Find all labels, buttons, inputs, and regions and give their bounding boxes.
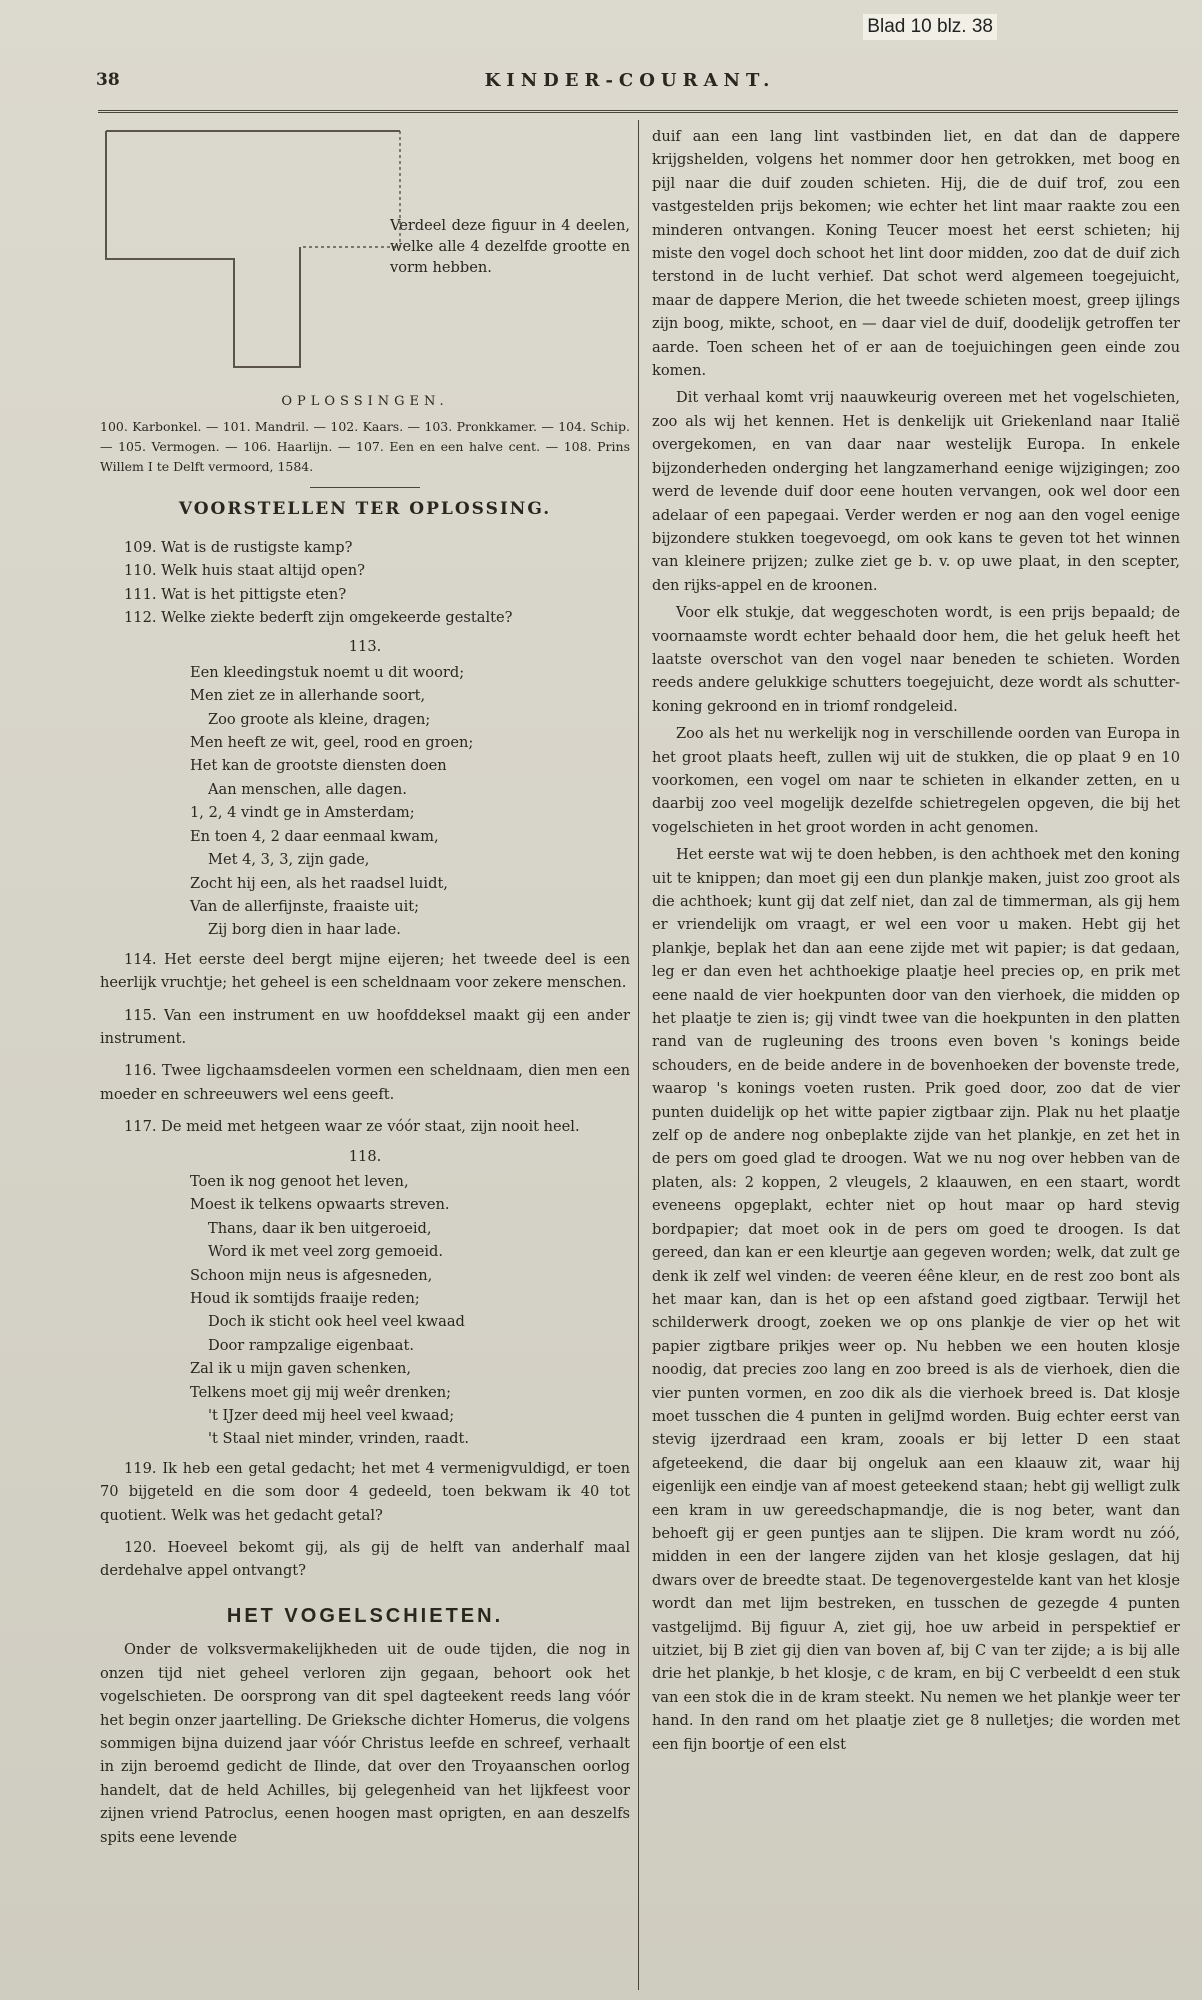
right-column: [652, 125, 1180, 1990]
article-intro: Onder de volksvermakelijkheden uit de oude tijden, die nog in onzen tijd niet geheel verloren zijn gegaan, behoort ook het vogelschieten. De oorsprong van dit spel dagteekent reeds lang vóór het begin onzer jaartelling. De Grieksche dichter Homerus, die volgens sommigen bijna duizend jaar vóór Christus leefde en schreef, verhaalt in zijn beroemd gedicht de Ilinde, dat over den Troyaanschen oorlog handelt, dat de held Achilles, bij gelegenheid van het lijkfeest voor zijnen vriend Patroclus, eenen hoogen mast oprigten, en aan deszelfs spits eene levende: [100, 1641, 630, 1846]
masthead: KINDER-COURANT.: [484, 70, 776, 91]
poem-line: Moest ik telkens opwaarts streven.: [190, 1196, 450, 1214]
poem-line: 1, 2, 4 vindt ge in Amsterdam;: [190, 804, 415, 822]
top-rule: [98, 110, 1178, 113]
article-title: HET VOGELSCHIETEN.: [226, 1604, 504, 1627]
riddle-120: 120. Hoeveel bekomt gij, als gij de helft van anderhalf maal derdehalve appel ontvangt?: [100, 1539, 630, 1580]
poem-line: Houd ik somtijds fraaije reden;: [190, 1290, 420, 1307]
archive-label: Blad 10 blz. 38: [863, 14, 997, 40]
poem-line: Schoon mijn neus is afgesneden,: [190, 1266, 433, 1284]
poem-line: Aan menschen, alle dagen.: [208, 780, 407, 798]
article-paragraph: Het eerste wat wij te doen hebben, is den achthoek met den koning uit te knippen; dan moet gij een dun plankje maken, juist zoo groot als die achthoek; kunt gij dat zelf niet, dan zal de timmerman, als gij hem er vriendelijk om vraagt, er wel een voor u maken. Hebt gij het plankje, beplak het dan aan eene zijde met wit papier; is dat gedaan, leg er dan even het achthoekige plaatje heel precies op, en prik met eene naald de vier hoekpunten door van den vierhoek, die midden op het plaatje te zien is; gij vindt twee van die hoekpunten in den platten rand van de rugleuning des troons even boven 's konings beide schouders, en de beide andere in de bovenhoeken der bovenste trede, waarop 's konings voeten rusten. Prik goed door, zoo dat de vier punten duidelijk op het witte papier zigtbaar zijn. Plak nu het plaatje zelf op de andere nog onbeplakte zijde van het plankje, en zet het in de pers om goed glad te droogen. Wat we nu nog over hebben van de platen, als: 2 koppen, 2 vleugels, 2 klaauwen, en een staart, wordt eveneens opgeplakt, echter niet op hout maar op hard stevig bordpapier; dat moet ook in de pers om goed te droogen. Is dat gereed, dan kan er een kleurtje aan gegeven worden; welk, dat zult ge denk ik zelf wel vinden: de veeren éêne kleur, en de rest zoo bont als het maar kan, dan is het op een afstand goed zigtbaar. Terwijl het schilderwerk droogt, zoeken we op ons plankje de vier op het wit papier zigtbare prikjes weer op. Nu hebben we een houten klosje noodig, dat precies zoo lang en zoo breed is als de vierhoek, dien die vier punten vormen, en zoo dik als die vierhoek breed is. Dat klosje moet tusschen die 4 punten in geliJmd worden. Buig echter eerst van stevig ijzerdraad een kram, zooals er bij letter D een staat afgeteekend, die daar bij ongeluk aan een klaauw zit, waar hij eigenlijk een eindje van af moest geteekend staan; hebt gij welligt zulk een kram in uw gereedschapmandje, die is nog beter, want dan behoeft gij er geen puntjes aan te slijpen. Die kram wordt nu zóó, midden in een der langere zijden van het klosje geslagen, dat hij dwars over de breedte staat. De tegenovergestelde kant van het klosje wordt dan met lijm bestreken, en tusschen de gezegde 4 punten vastgelijmd. Bij figuur A, ziet gij, hoe uw arbeid in perspektief er uitziet, bij B ziet gij dien van boven af, bij C van ter zijde; a is bij alle drie het plankje, b het klosje, c de kram, en bij C verbeeldt d een stuk van een stok die in de kram steekt. Nu nemen we het plankje weer ter hand. In den rand om het plaatje ziet ge 8 nulletjes; die worden met een fijn boortje of een elst: [652, 846, 1180, 1753]
poem-line: 't IJzer deed mij heel veel kwaad;: [208, 1407, 455, 1425]
poem-line: Men ziet ze in allerhande soort,: [190, 687, 426, 705]
article-paragraph: Dit verhaal komt vrij naauwkeurig overeen met het vogelschieten, zoo als wij het kennen. Het is denkelijk uit Griekenland naar Italië overgekomen, en van daar naar westelijk Europa. In enkele bijzonderheden onderging het langzamerhand eenige wijzigingen; zoo werd de levende duif door eene houten vervangen, ook wel door een adelaar of een papegaai. Verder werden er nog aan den vogel eenige bijzondere stukken toegevoegd, om ook kans te geven tot het winnen van kleinere prijzen; zulke ziet ge b. v. op uwe plaat, in den scepter, den rijks-appel en de kroonen.: [652, 389, 1180, 594]
riddle-112: 112. Welke ziekte bederft zijn omgekeerde gestalte?: [124, 609, 513, 627]
riddle-111: 111. Wat is het pittigste eten?: [124, 585, 347, 603]
page-number: 38: [96, 70, 120, 90]
riddle-115: 115. Van een instrument en uw hoofddeksel maakt gij een ander instrument.: [100, 1006, 630, 1047]
left-column: [100, 125, 630, 1990]
riddle-109: 109. Wat is de rustigste kamp?: [124, 538, 353, 556]
puzzle-shape: [104, 129, 404, 369]
solutions-text: 100. Karbonkel. — 101. Mandril. — 102. Kaars. — 103. Pronkkamer. — 104. Schip. — 105. Vermogen. — 106. Haarlijn. — 107. Een en een halve cent. — 108. Prins Willem I te Delft vermoord, 1584.: [100, 419, 630, 475]
riddle-110: 110. Welk huis staat altijd open?: [124, 562, 365, 580]
poem-line: Door rampzalige eigenbaat.: [208, 1336, 415, 1354]
poem-line: Doch ik sticht ook heel veel kwaad: [208, 1313, 465, 1331]
poem-line: Zij borg dien in haar lade.: [208, 921, 401, 939]
poem-line: Een kleedingstuk noemt u dit woord;: [190, 663, 465, 681]
riddle-116: 116. Twee ligchaamsdeelen vormen een scheldnaam, dien men een moeder en schreeuwers wel eens geeft.: [100, 1062, 630, 1103]
poem-line: Toen ik nog genoot het leven,: [190, 1172, 409, 1190]
riddle-113-poem: [190, 661, 630, 942]
riddle-118-poem: [190, 1170, 630, 1451]
poem-line: 't Staal niet minder, vrinden, raadt.: [208, 1430, 469, 1448]
poem-line: Word ik met veel zorg gemoeid.: [208, 1243, 444, 1261]
poem-line: Met 4, 3, 3, zijn gade,: [208, 851, 370, 869]
poem-line: Van de allerfijnste, fraaiste uit;: [190, 897, 420, 915]
riddles-heading: VOORSTELLEN TER OPLOSSING.: [178, 499, 552, 520]
column-rule: [638, 120, 639, 1990]
article-paragraph: Voor elk stukje, dat weggeschoten wordt, is een prijs bepaald; de voornaamste wordt echter behaald door hem, die het geluk heeft het laatste overschot van den vogel naar beneden te schieten. Worden reeds andere gelukkige schutters toegejuicht, deze wordt als schutter-koning gekroond en in triomf rondgeleid.: [652, 604, 1180, 715]
riddle-113-number: 113.: [348, 638, 382, 656]
poem-line: Zoo groote als kleine, dragen;: [208, 710, 431, 728]
riddle-114: 114. Het eerste deel bergt mijne eijeren; het tweede deel is een heerlijk vruchtje; het geheel is een scheldnaam voor zekere menschen.: [100, 950, 630, 992]
solutions-heading: OPLOSSINGEN.: [281, 394, 449, 409]
poem-line: Het kan de grootste diensten doen: [190, 757, 447, 775]
figure-caption: Verdeel deze figuur in 4 deelen, welke alle 4 dezelfde grootte en vorm hebben.: [390, 217, 630, 276]
puzzle-figure: [100, 125, 630, 380]
poem-line: Zocht hij een, als het raadsel luidt,: [190, 874, 448, 892]
article-paragraph: duif aan een lang lint vastbinden liet, en dat dan de dappere krijgshelden, volgens het nommer door hen getrokken, met boog en pijl naar die duif zouden schieten. Hij, die de duif trof, zou een vastgestelden prijs bekomen; wie echter het lint maar raakte zou een minderen ontvangen. Koning Teucer moest het eerst schieten; hij miste den vogel doch schoot het lint door midden, zoo dat de duif zich terstond in de lucht verhief. Dat schot werd algemeen toegejuicht, maar de dappere Merion, die het tweede schieten moest, greep ijlings zijn boog, mikte, schoot, en — daar viel de duif, doodelijk getroffen ter aarde. Toen scheen het of er aan de toejuichingen geen einde zou komen.: [652, 128, 1180, 380]
riddle-118-number: 118.: [348, 1147, 382, 1165]
poem-line: En toen 4, 2 daar eenmaal kwam,: [190, 827, 439, 845]
article-paragraph: Zoo als het nu werkelijk nog in verschillende oorden van Europa in het groot plaats heeft, zullen wij uit de stukken, die op plaat 9 en 10 voorkomen, een vogel om naar te schieten in elkander zetten, en u daarbij zoo veel mogelijk dezelfde schietregelen opgeven, die bij het vogelschieten in het groot worden in acht genomen.: [652, 725, 1180, 836]
divider: [310, 487, 420, 488]
poem-line: Zal ik u mijn gaven schenken,: [190, 1360, 411, 1378]
poem-line: Thans, daar ik ben uitgeroeid,: [208, 1219, 432, 1237]
riddle-119: 119. Ik heb een getal gedacht; het met 4 vermenigvuldigd, er toen 70 bijgeteld en die som door 4 gedeeld, toen bekwam ik 40 tot quotient. Welk was het gedacht getal?: [100, 1459, 630, 1524]
poem-line: Telkens moet gij mij weêr drenken;: [190, 1383, 452, 1401]
poem-line: Men heeft ze wit, geel, rood en groen;: [190, 734, 474, 752]
riddle-117: 117. De meid met hetgeen waar ze vóór staat, zijn nooit heel.: [124, 1118, 580, 1136]
